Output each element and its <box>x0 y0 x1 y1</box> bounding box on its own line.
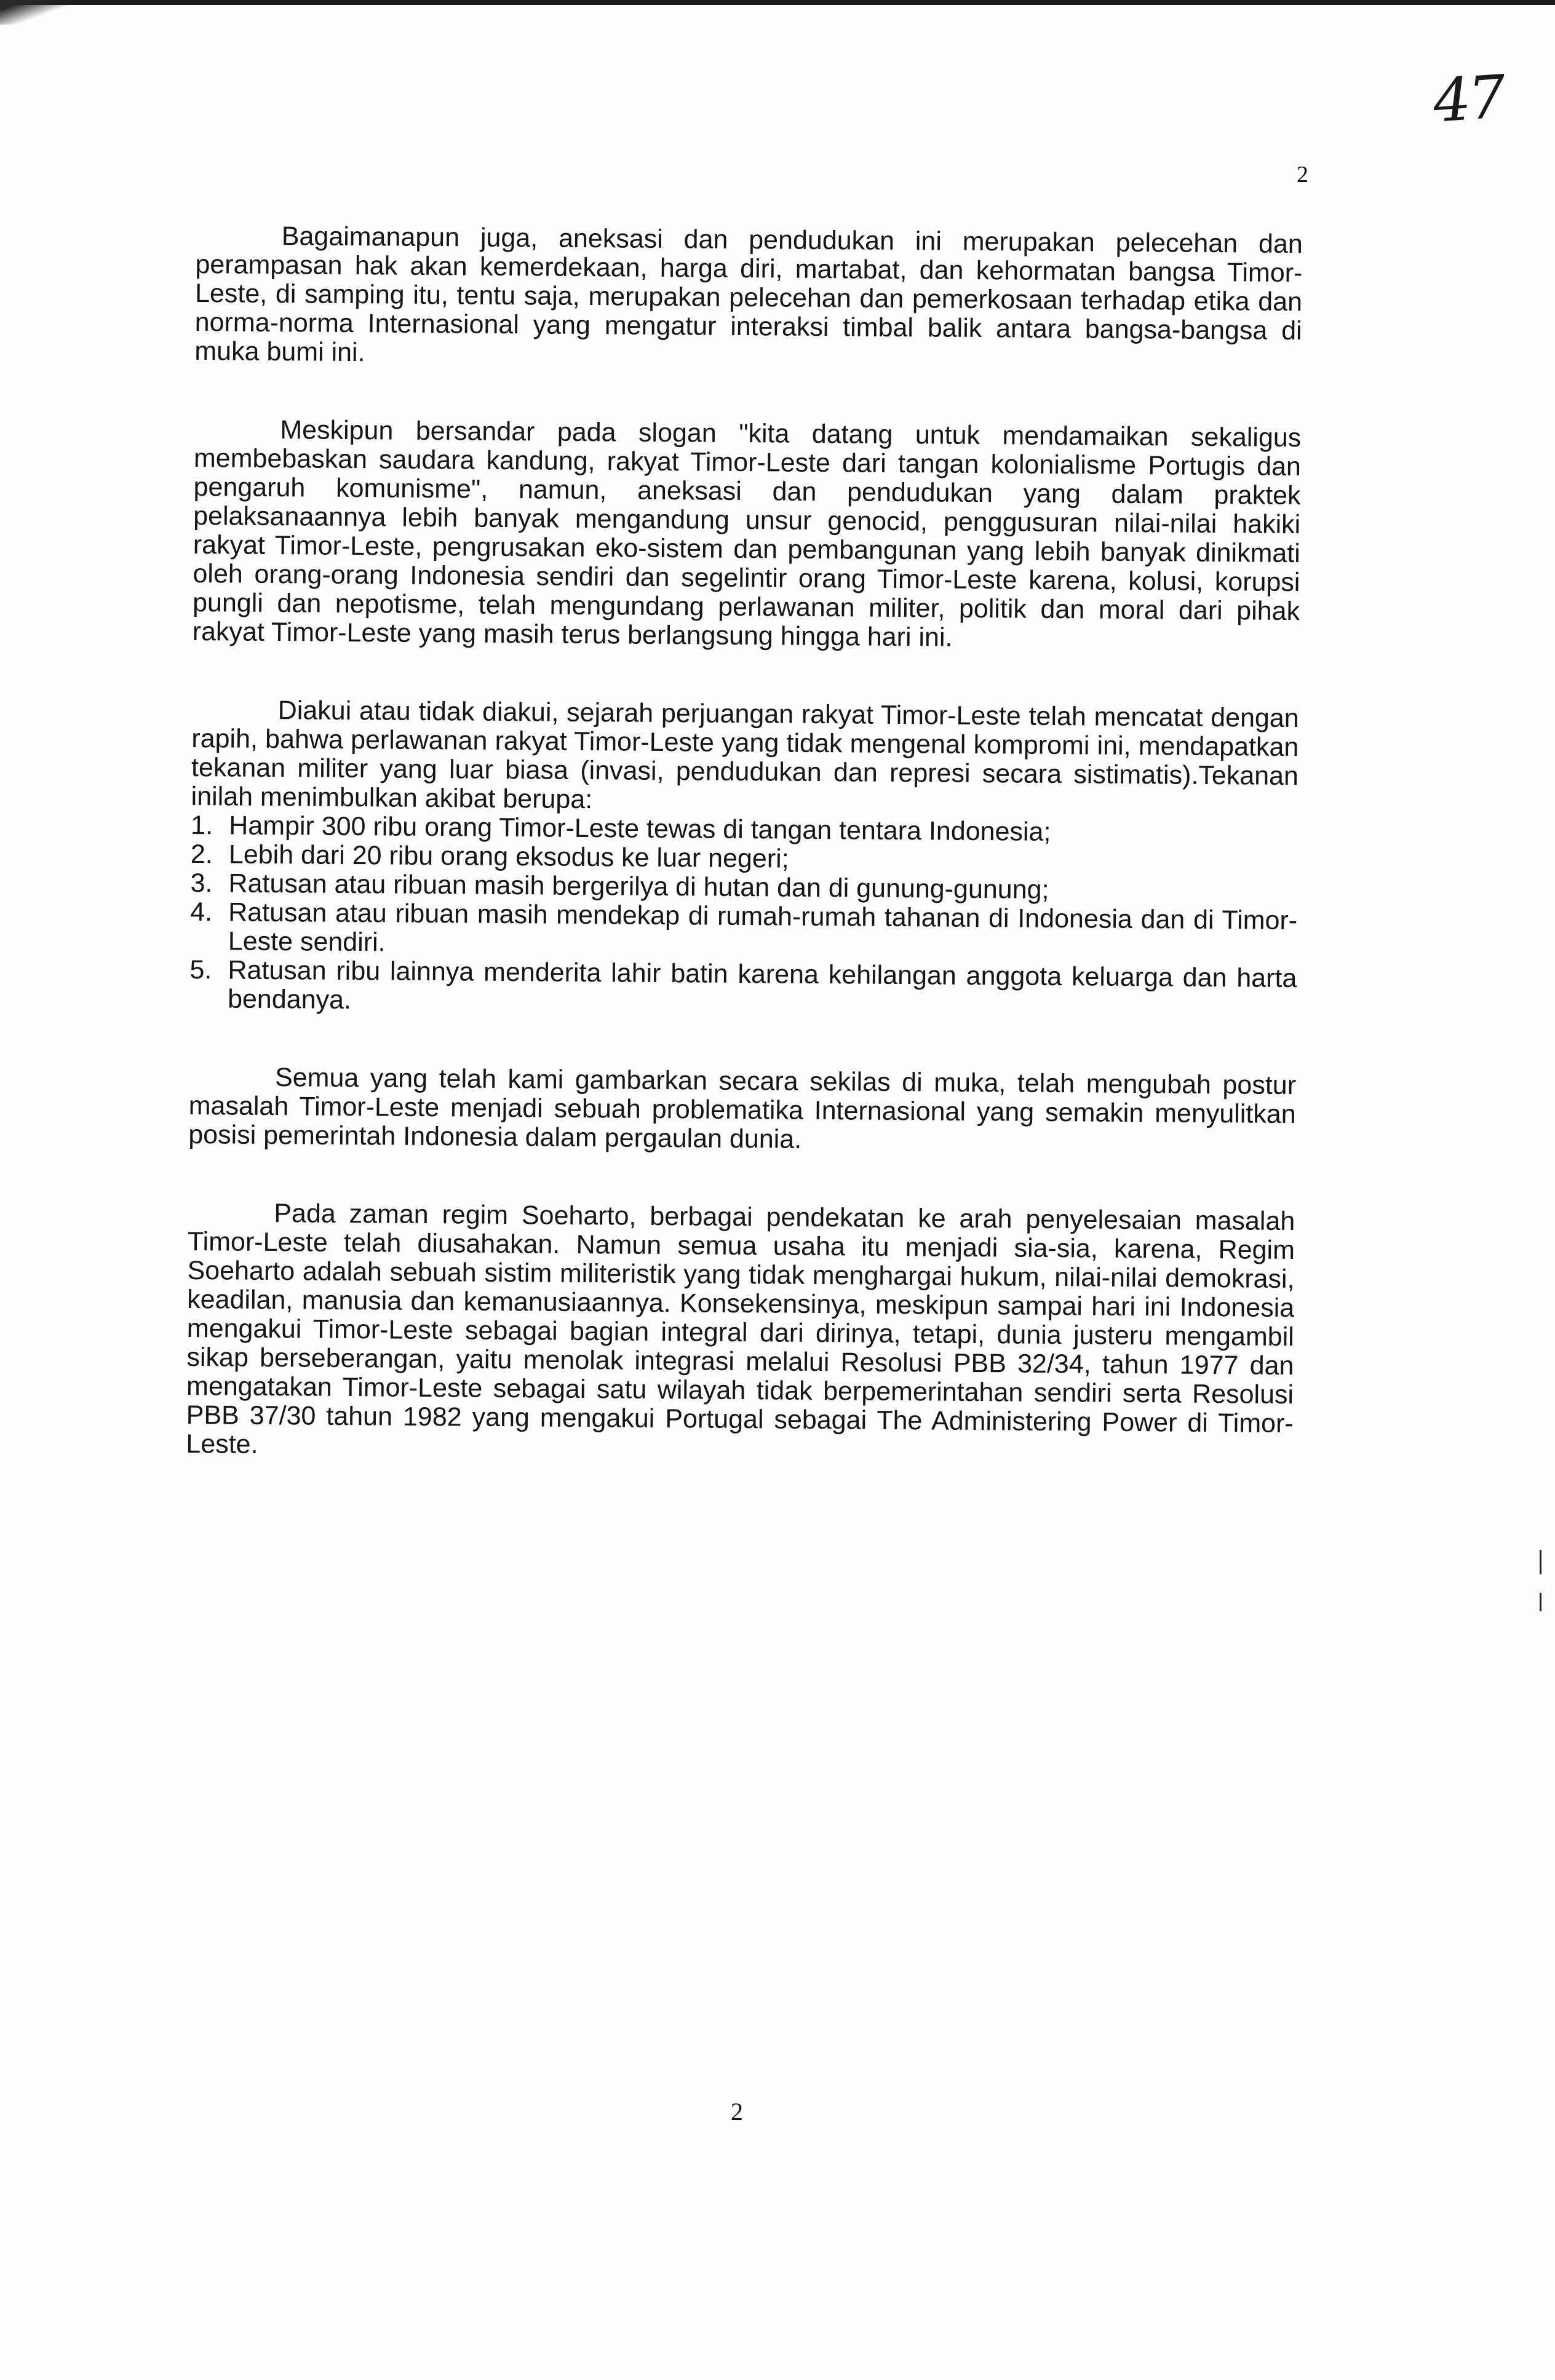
list-text: Lebih dari 20 ribu orang eksodus ke luar negeri; <box>228 839 789 874</box>
list-number: 4. <box>189 897 213 927</box>
paragraph-1: Bagaimanapun juga, aneksasi dan pendudukan ini merupakan pelecehan dan perampasan hak akan kemerdekaan, harga diri, martabat, dan kehormatan bangsa Timor-Leste, di samping itu, tentu saja, merupakan pelecehan dan pemerkosaan terhadap etika dan norma-norma Internasional yang mengatur interaksi timbal balik antara bangsa-bangsa di muka bumi ini. <box>194 221 1303 368</box>
list-number: 1. <box>191 810 213 841</box>
list-text: Ratusan atau ribuan masih mendekap di rumah-rumah tahanan di Indonesia dan di Timor-Leste sendiri. <box>228 897 1298 958</box>
paragraph-3: Diakui atau tidak diakui, sejarah perjuangan rakyat Timor-Leste telah mencatat dengan rapih, bahwa perlawanan rakyat Timor-Leste yang tidak mengenal kompromi ini, mendapatkan tekanan militer yang luar biasa (invasi, pendudukan dan represi secara sistimatis).Tekanan inilah menimbulkan akibat berupa: <box>191 696 1299 815</box>
list-number: 2. <box>190 839 213 870</box>
list-item <box>190 898 1298 964</box>
list-text: Ratusan ribu lainnya menderita lahir batin karena kehilangan anggota keluarga dan harta bendanya. <box>227 955 1297 1015</box>
consequence-list <box>189 811 1298 1022</box>
body-text <box>186 221 1303 1517</box>
paragraph-4: Semua yang telah kami gambarkan secara sekilas di muka, telah mengubah postur masalah Timor-Leste menjadi sebuah problematika Internasional yang semakin menyulitkan posisi pemerintah Indonesia dalam pergaulan dunia. <box>188 1063 1297 1154</box>
scan-corner-shadow <box>0 0 74 25</box>
page-number-bottom: 2 <box>731 2098 743 2125</box>
list-number: 3. <box>190 868 213 898</box>
list-text: Hampir 300 ribu orang Timor-Leste tewas di tangan tentara Indonesia; <box>229 811 1051 847</box>
list-text: Ratusan atau ribuan masih bergerilya di hutan dan di gunung-gunung; <box>228 868 1049 905</box>
handwritten-page-number: 47 <box>1431 62 1506 136</box>
scan-margin-mark <box>1540 1593 1541 1611</box>
list-item <box>189 956 1297 1022</box>
paragraph-2: Meskipun bersandar pada slogan "kita datang untuk mendamaikan sekaligus membebaskan saudara kandung, rakyat Timor-Leste dari tangan kolonialisme Portugis dan pengaruh komunisme", namun, aneksasi dan pendudukan yang dalam praktek pelaksanaannya lebih banyak mengandung unsur genocid, penggusuran nilai-nilai hakiki rakyat Timor-Leste, pengrusakan eko-sistem dan pembangunan yang lebih banyak dinikmati oleh orang-orang Indonesia sendiri dan segelintir orang Timor-Leste karena, kolusi, korupsi pungli dan nepotisme, telah mengundang perlawanan militer, politik dan moral dari pihak rakyat Timor-Leste yang masih terus berlangsung hingga hari ini. <box>192 415 1302 653</box>
scan-top-edge <box>0 0 1555 5</box>
scan-margin-mark <box>1540 1550 1541 1574</box>
page-number-top: 2 <box>1297 162 1308 188</box>
list-number: 5. <box>189 954 212 985</box>
paragraph-5: Pada zaman regim Soeharto, berbagai pendekatan ke arah penyelesaian masalah Timor-Leste telah diusahakan. Namun semua usaha itu menjadi sia-sia, karena, Regim Soeharto adalah sebuah sistim militeristik yang tidak menghargai hukum, nilai-nilai demokrasi, keadilan, manusia dan kemanusiaannya. Konsekensinya, meskipun sampai hari ini Indonesia mengakui Timor-Leste sebagai bagian integral dari dirinya, tetapi, dunia justeru mengambil sikap berseberangan, yaitu menolak integrasi melalui Resolusi PBB 32/34, tahun 1977 dan mengatakan Timor-Leste sebagai satu wilayah tidak berpemerintahan sendiri serta Resolusi PBB 37/30 tahun 1982 yang mengakui Portugal sebagai The Administering Power di Timor-Leste. <box>186 1199 1295 1459</box>
